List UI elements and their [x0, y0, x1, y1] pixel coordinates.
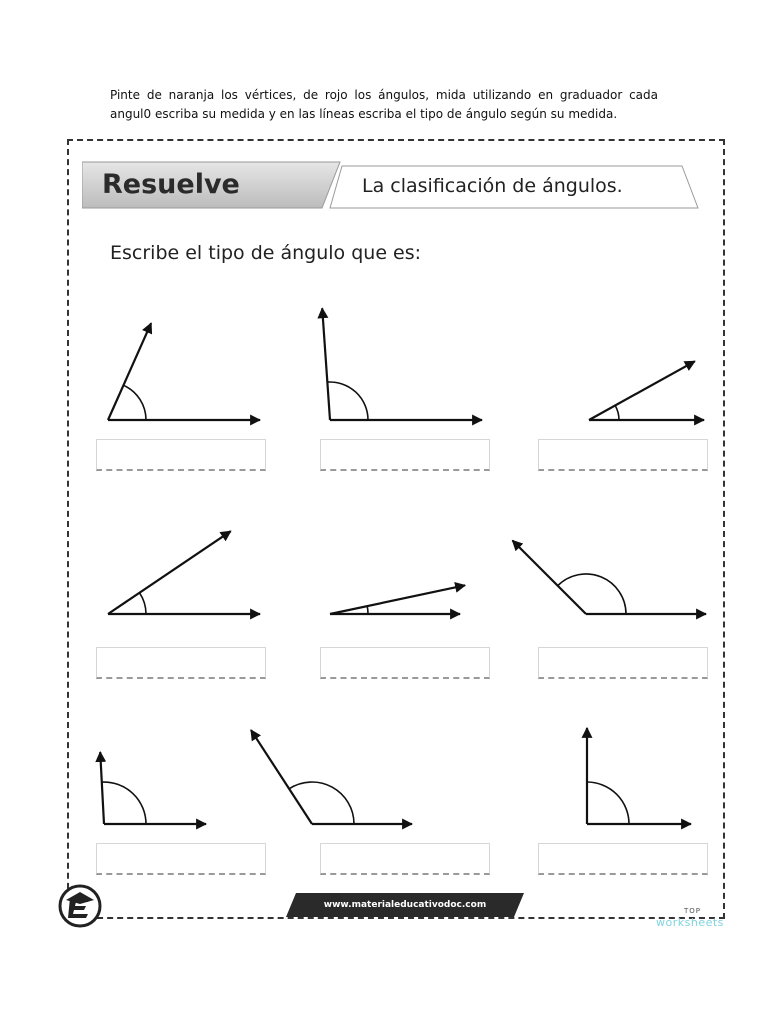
answer-box-6[interactable]: [538, 647, 708, 679]
angle-3-arc: [615, 406, 619, 421]
angle-2-ray: [322, 308, 330, 420]
angle-1-ray: [108, 323, 151, 420]
banner-topic: La clasificación de ángulos.: [362, 175, 623, 197]
instructions-text: Pinte de naranja los vértices, de rojo los ángulos, mida utilizando en graduador cada angul0 escriba su medida y en las líneas escriba el tipo de ángulo según su medida.: [110, 88, 658, 121]
angle-6-ray: [513, 541, 587, 615]
angle-2-arc: [327, 382, 368, 420]
answer-box-4[interactable]: [96, 647, 266, 679]
answer-box-3[interactable]: [538, 439, 708, 471]
angle-7-arc: [102, 782, 146, 824]
angle-5-ray: [330, 585, 465, 614]
answer-box-7[interactable]: [96, 843, 266, 875]
angle-3-ray: [589, 361, 695, 420]
answer-box-1[interactable]: [96, 439, 266, 471]
answer-box-8[interactable]: [320, 843, 490, 875]
brand-watermark: worksheets: [656, 916, 724, 929]
answer-box-9[interactable]: [538, 843, 708, 875]
angle-8-ray: [251, 730, 312, 824]
banner-resuelve: Resuelve: [102, 169, 240, 200]
brand-top: TOP: [684, 907, 702, 915]
angle-4-ray: [108, 531, 231, 614]
answer-box-5[interactable]: [320, 647, 490, 679]
angle-4-arc: [140, 593, 147, 614]
angle-7-ray: [100, 752, 104, 824]
publisher-logo-icon: [58, 884, 102, 928]
answer-box-2[interactable]: [320, 439, 490, 471]
angle-6-arc: [558, 574, 626, 614]
angle-5-arc: [367, 606, 368, 614]
exercise-subtitle: Escribe el tipo de ángulo que es:: [110, 242, 422, 264]
angle-9-arc: [587, 782, 629, 824]
angle-1-arc: [124, 385, 147, 420]
footer-url: www.materialeducativodoc.com: [323, 900, 487, 910]
